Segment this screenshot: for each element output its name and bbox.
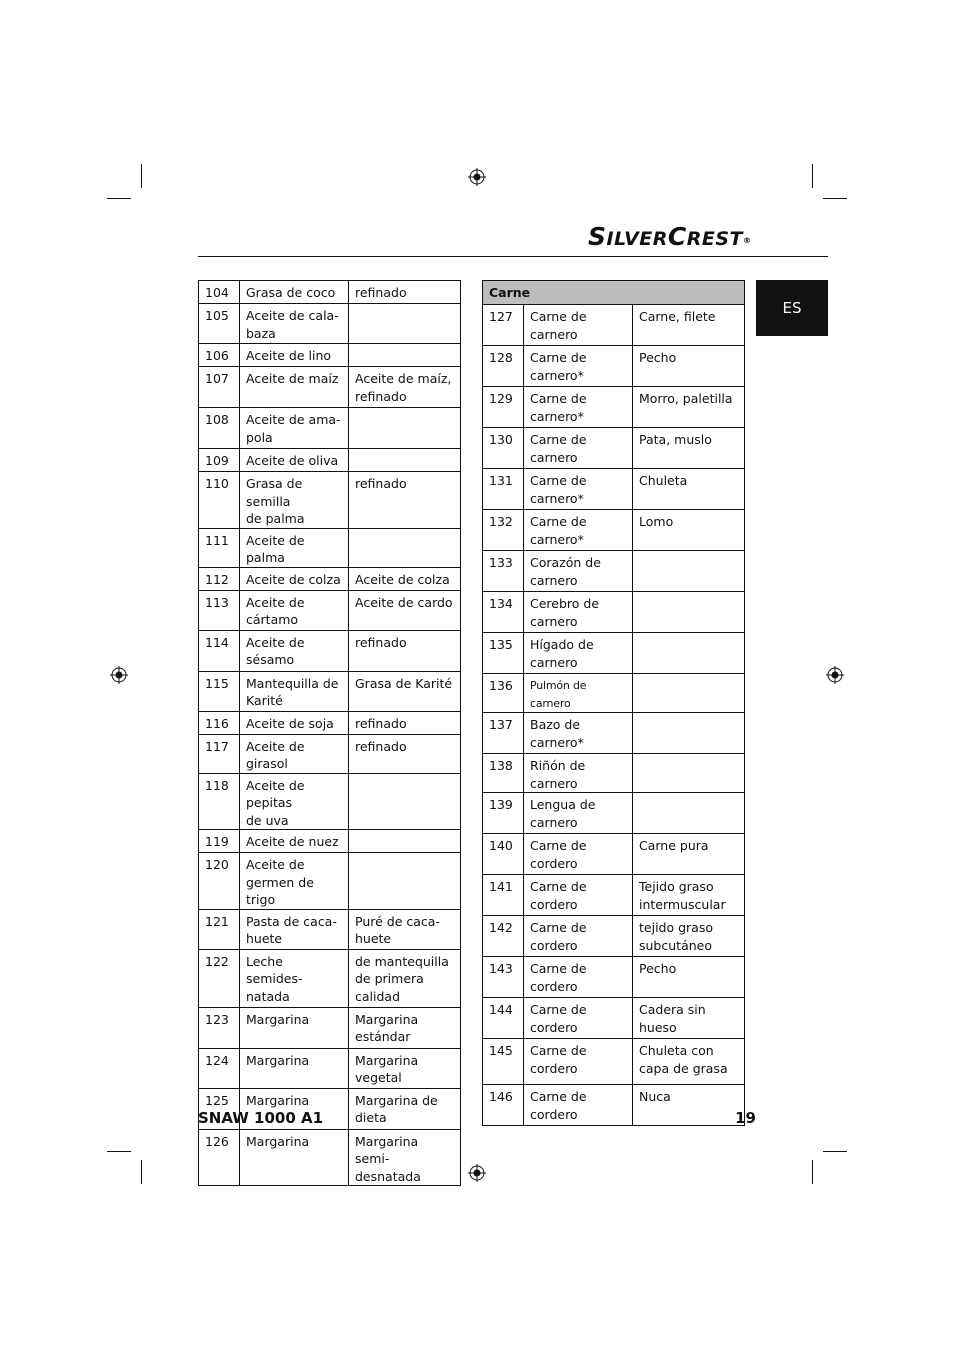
model-number: SNAW 1000 A1 [198, 1109, 324, 1127]
row-number: 108 [199, 408, 240, 449]
table-row [483, 793, 745, 834]
crop-mark [812, 1160, 813, 1184]
food-variant [349, 344, 461, 367]
food-name: Margarina [240, 1048, 349, 1088]
row-number: 116 [199, 711, 240, 734]
food-name: Carne de carnero [524, 305, 633, 346]
food-variant: Margarina semi- desnatada [349, 1129, 461, 1186]
table-row [483, 633, 745, 674]
food-name: Lengua de carnero [524, 793, 633, 834]
row-number: 107 [199, 367, 240, 408]
row-number: 122 [199, 949, 240, 1007]
row-number: 124 [199, 1048, 240, 1088]
row-number: 126 [199, 1129, 240, 1186]
row-number: 112 [199, 567, 240, 590]
table-row [199, 528, 461, 567]
food-variant [633, 713, 745, 754]
row-number: 138 [483, 754, 524, 793]
registration-mark-icon [468, 168, 486, 186]
table-row [199, 711, 461, 734]
row-number: 104 [199, 281, 240, 304]
food-variant: refinado [349, 472, 461, 529]
food-variant [633, 793, 745, 834]
food-variant: Cadera sin hueso [633, 998, 745, 1039]
food-variant [349, 773, 461, 830]
food-name: Aceite de palma [240, 528, 349, 567]
food-name: Carne de cordero [524, 1039, 633, 1085]
row-number: 141 [483, 875, 524, 916]
food-name: Carne de cordero [524, 834, 633, 875]
food-variant [349, 408, 461, 449]
food-name: Mantequilla de Karité [240, 671, 349, 711]
row-number: 123 [199, 1007, 240, 1048]
crop-mark [823, 198, 847, 199]
table-row [199, 281, 461, 304]
table-row [199, 472, 461, 529]
category-header: Carne [483, 281, 745, 305]
food-variant: refinado [349, 734, 461, 773]
crop-mark [141, 164, 142, 188]
table-row [483, 305, 745, 346]
food-variant: Chuleta [633, 469, 745, 510]
table-row [483, 428, 745, 469]
table-row [483, 754, 745, 793]
food-name: Aceite de ama- pola [240, 408, 349, 449]
food-name: Carne de cordero [524, 916, 633, 957]
row-number: 115 [199, 671, 240, 711]
brand-logo: SILVERCREST® [588, 222, 752, 251]
food-name: Margarina [240, 1129, 349, 1186]
food-variant: Lomo [633, 510, 745, 551]
crop-mark [107, 198, 131, 199]
food-name: Grasa de coco [240, 281, 349, 304]
table-row [483, 469, 745, 510]
food-name: Margarina [240, 1007, 349, 1048]
food-variant: de mantequilla de primera calidad [349, 949, 461, 1007]
table-row [199, 830, 461, 853]
food-variant: refinado [349, 281, 461, 304]
food-name: Margarina [240, 1088, 349, 1129]
food-variant: Puré de caca- huete [349, 909, 461, 949]
food-variant [349, 449, 461, 472]
food-variant: Pata, muslo [633, 428, 745, 469]
food-variant: refinado [349, 711, 461, 734]
table-row [199, 773, 461, 830]
row-number: 146 [483, 1085, 524, 1126]
food-variant: Carne, filete [633, 305, 745, 346]
food-name: Aceite de girasol [240, 734, 349, 773]
food-name: Bazo de carnero* [524, 713, 633, 754]
table-row [483, 346, 745, 387]
table-row [199, 949, 461, 1007]
food-variant: Chuleta con capa de grasa [633, 1039, 745, 1085]
food-name: Aceite de sésamo [240, 630, 349, 671]
food-variant: Grasa de Karité [349, 671, 461, 711]
table-row [483, 834, 745, 875]
table-row [199, 1129, 461, 1186]
food-name: Riñón de carnero [524, 754, 633, 793]
row-number: 127 [483, 305, 524, 346]
table-row [483, 875, 745, 916]
table-row [199, 909, 461, 949]
registration-mark-icon [468, 1164, 486, 1182]
table-row [199, 408, 461, 449]
row-number: 134 [483, 592, 524, 633]
row-number: 135 [483, 633, 524, 674]
row-number: 120 [199, 853, 240, 910]
food-name: Carne de cordero [524, 875, 633, 916]
food-variant [349, 830, 461, 853]
food-variant [633, 592, 745, 633]
row-number: 114 [199, 630, 240, 671]
table-row [199, 671, 461, 711]
table-row [199, 590, 461, 630]
food-name: Carne de cordero [524, 998, 633, 1039]
table-row [483, 1039, 745, 1085]
row-number: 109 [199, 449, 240, 472]
row-number: 106 [199, 344, 240, 367]
food-name: Aceite de soja [240, 711, 349, 734]
row-number: 132 [483, 510, 524, 551]
table-row [199, 630, 461, 671]
table-row [483, 916, 745, 957]
food-variant: Morro, paletilla [633, 387, 745, 428]
table-row [483, 674, 745, 713]
food-variant [349, 853, 461, 910]
table-row [199, 734, 461, 773]
food-name: Carne de carnero* [524, 469, 633, 510]
food-name: Carne de carnero* [524, 510, 633, 551]
row-number: 136 [483, 674, 524, 713]
food-name: Aceite de nuez [240, 830, 349, 853]
row-number: 129 [483, 387, 524, 428]
food-name: Aceite de colza [240, 567, 349, 590]
table-row [483, 713, 745, 754]
food-variant [349, 304, 461, 344]
crop-mark [141, 1160, 142, 1184]
food-variant: Nuca [633, 1085, 745, 1126]
row-number: 130 [483, 428, 524, 469]
food-variant: Aceite de maíz, refinado [349, 367, 461, 408]
food-name: Carne de carnero* [524, 387, 633, 428]
row-number: 113 [199, 590, 240, 630]
row-number: 110 [199, 472, 240, 529]
food-name: Corazón de carnero [524, 551, 633, 592]
crop-mark [107, 1151, 131, 1152]
table-row [483, 998, 745, 1039]
table-row [199, 367, 461, 408]
row-number: 140 [483, 834, 524, 875]
food-name: Leche semides- natada [240, 949, 349, 1007]
row-number: 133 [483, 551, 524, 592]
right-food-table [482, 280, 745, 1126]
food-name: Aceite de pepitas de uva [240, 773, 349, 830]
food-name: Carne de carnero [524, 428, 633, 469]
crop-mark [823, 1151, 847, 1152]
row-number: 139 [483, 793, 524, 834]
food-name: Aceite de maíz [240, 367, 349, 408]
food-variant: Margarina vegetal [349, 1048, 461, 1088]
row-number: 119 [199, 830, 240, 853]
table-row [483, 957, 745, 998]
left-food-table [198, 280, 461, 1186]
table-row [483, 387, 745, 428]
food-variant: tejido graso subcutáneo [633, 916, 745, 957]
food-variant [633, 633, 745, 674]
row-number: 105 [199, 304, 240, 344]
food-name: Aceite de cala- baza [240, 304, 349, 344]
food-variant: Pecho [633, 957, 745, 998]
row-number: 142 [483, 916, 524, 957]
food-variant: Aceite de cardo [349, 590, 461, 630]
table-row [199, 344, 461, 367]
food-variant: Margarina estándar [349, 1007, 461, 1048]
food-variant [349, 528, 461, 567]
food-variant: refinado [349, 630, 461, 671]
row-number: 117 [199, 734, 240, 773]
table-row [199, 449, 461, 472]
row-number: 145 [483, 1039, 524, 1085]
row-number: 144 [483, 998, 524, 1039]
table-row [483, 510, 745, 551]
food-variant: Tejido graso intermuscular [633, 875, 745, 916]
table-row [483, 1085, 745, 1126]
food-name: Pasta de caca- huete [240, 909, 349, 949]
food-variant: Carne pura [633, 834, 745, 875]
food-variant [633, 674, 745, 713]
food-name: Hígado de carnero [524, 633, 633, 674]
table-row [199, 1048, 461, 1088]
table-row [199, 567, 461, 590]
food-name: Aceite de oliva [240, 449, 349, 472]
food-name: Aceite de lino [240, 344, 349, 367]
row-number: 131 [483, 469, 524, 510]
registration-mark-icon [110, 666, 128, 684]
food-name: Carne de cordero [524, 1085, 633, 1126]
table-header-row [483, 281, 745, 305]
row-number: 121 [199, 909, 240, 949]
table-row [483, 551, 745, 592]
row-number: 128 [483, 346, 524, 387]
row-number: 118 [199, 773, 240, 830]
food-name: Aceite de germen de trigo [240, 853, 349, 910]
table-row [483, 592, 745, 633]
food-name: Carne de cordero [524, 957, 633, 998]
row-number: 111 [199, 528, 240, 567]
food-name: Pulmón de carnero [524, 674, 633, 713]
food-variant: Margarina de dieta [349, 1088, 461, 1129]
table-row [199, 853, 461, 910]
food-name: Aceite de cártamo [240, 590, 349, 630]
registration-mark-icon [826, 666, 844, 684]
header-rule [198, 256, 828, 257]
food-name: Cerebro de carnero [524, 592, 633, 633]
row-number: 143 [483, 957, 524, 998]
food-name: Grasa de semilla de palma [240, 472, 349, 529]
food-variant: Pecho [633, 346, 745, 387]
food-name: Carne de carnero* [524, 346, 633, 387]
language-tab: ES [756, 280, 828, 336]
food-variant [633, 551, 745, 592]
food-variant: Aceite de colza [349, 567, 461, 590]
crop-mark [812, 164, 813, 188]
table-row [199, 1007, 461, 1048]
page-number: 19 [735, 1109, 756, 1127]
row-number: 137 [483, 713, 524, 754]
row-number: 125 [199, 1088, 240, 1129]
table-row [199, 304, 461, 344]
food-variant [633, 754, 745, 793]
